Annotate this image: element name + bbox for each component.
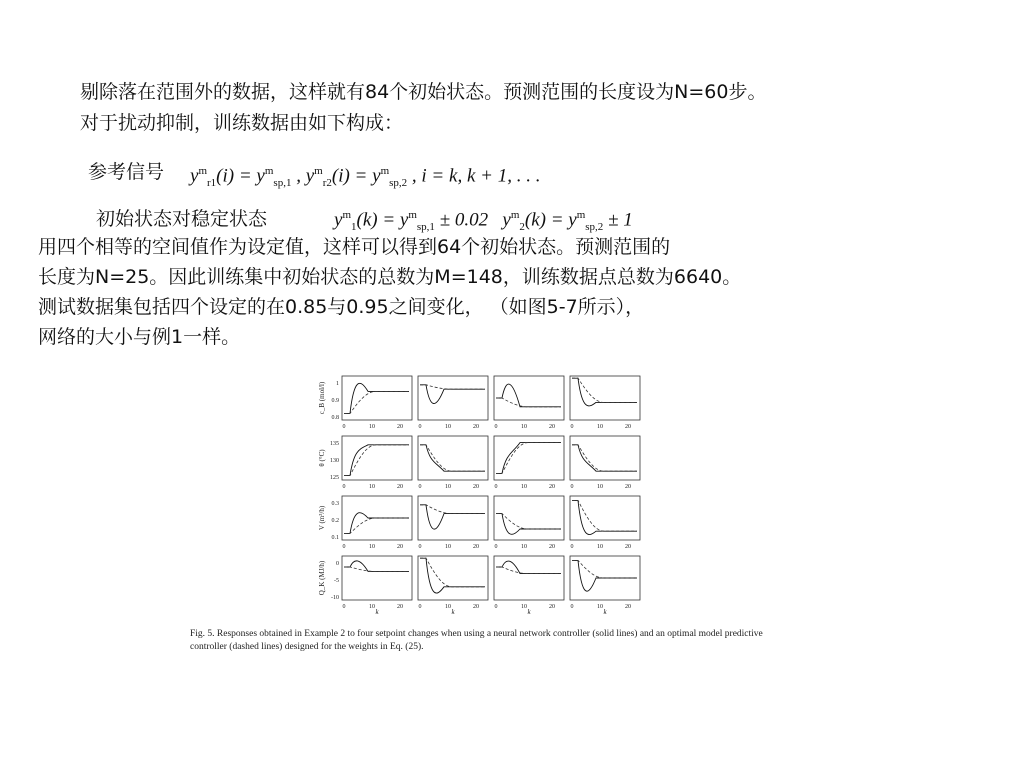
x-tick-label: 10 [521, 544, 527, 550]
x-tick-label: 10 [521, 604, 527, 610]
paragraph-2-line-1: 用四个相等的空间值作为设定值，这样可以得到64个初始状态。预测范围的 [38, 236, 671, 258]
y-tick-label: 0.8 [331, 415, 339, 421]
plot-panel [418, 376, 488, 420]
solid-curve [344, 445, 409, 476]
x-tick-label: 10 [369, 484, 375, 490]
row-label: θ (°C) [318, 449, 326, 467]
y-tick-label: 0.9 [331, 398, 339, 404]
row-label: c_B (mol/l) [318, 381, 326, 415]
dashed-curve [572, 500, 637, 531]
dashed-curve [572, 378, 637, 402]
x-tick-label: 0 [494, 604, 498, 610]
reference-signal-label: 参考信号 [88, 161, 165, 183]
plot-panel [570, 436, 640, 480]
x-tick-label: 0 [570, 484, 574, 490]
paragraph-2-line-4: 网络的大小与例1一样。 [38, 326, 241, 348]
x-tick-label: 20 [473, 544, 479, 550]
x-tick-label: 0 [342, 544, 346, 550]
x-axis-label: k [527, 608, 531, 616]
dashed-curve [496, 398, 561, 407]
x-tick-label: 0 [418, 424, 422, 430]
dashed-curve [420, 505, 485, 514]
x-tick-label: 0 [418, 544, 422, 550]
y-tick-label: 0 [336, 561, 339, 567]
x-tick-label: 20 [397, 544, 403, 550]
solid-curve [420, 445, 485, 471]
x-tick-label: 0 [494, 424, 498, 430]
x-tick-label: 0 [570, 604, 574, 610]
y-tick-label: -5 [334, 578, 339, 584]
x-tick-label: 10 [369, 604, 375, 610]
x-tick-label: 20 [549, 484, 555, 490]
paragraph-1-line-1: 剔除落在范围外的数据，这样就有84个初始状态。预测范围的长度设为N=60步。 [80, 81, 767, 103]
dashed-curve [572, 560, 637, 578]
figure-caption-line-2: controller (dashed lines) designed for the weights in Eq. (25). [190, 642, 424, 652]
x-axis-label: k [603, 608, 607, 616]
paragraph-2-line-3: 测试数据集包括四个设定的在0.85与0.95之间变化， （如图5-7所示）， [38, 296, 645, 318]
solid-curve [572, 378, 637, 406]
dashed-curve [420, 385, 485, 389]
x-tick-label: 20 [549, 544, 555, 550]
x-tick-label: 20 [397, 424, 403, 430]
x-tick-label: 10 [597, 544, 603, 550]
solid-curve [344, 561, 409, 572]
paragraph-1-line-2: 对于扰动抑制，训练数据由如下构成： [80, 112, 404, 134]
x-tick-label: 10 [445, 484, 451, 490]
plot-panel [494, 376, 564, 420]
x-tick-label: 20 [473, 604, 479, 610]
y-tick-label: 130 [330, 458, 339, 464]
dashed-curve [420, 445, 485, 471]
figure-caption [190, 628, 790, 654]
x-tick-label: 20 [625, 544, 631, 550]
row-label: Q_K (MJ/h) [318, 560, 326, 596]
solid-curve [420, 385, 485, 404]
x-tick-label: 20 [625, 484, 631, 490]
x-tick-label: 20 [397, 604, 403, 610]
x-tick-label: 10 [369, 544, 375, 550]
plot-panel [418, 436, 488, 480]
solid-curve [572, 445, 637, 471]
x-tick-label: 0 [570, 544, 574, 550]
dashed-curve [496, 567, 561, 574]
x-tick-label: 10 [445, 604, 451, 610]
dashed-curve [344, 391, 409, 413]
y-tick-label: 125 [330, 475, 339, 481]
initial-state-label: 初始状态对稳定状态 [96, 208, 268, 230]
y-tick-label: 0.3 [331, 501, 339, 507]
y-tick-label: 1 [336, 381, 339, 387]
solid-curve [496, 384, 561, 407]
response-figure-grid [310, 372, 646, 618]
initial-state-formula: $y^m_1(k) = y^m_{sp,1} \pm 0.02$ $y^m_2(k) = y^m_{sp,2} \pm 1$ [334, 209, 633, 234]
dashed-curve [344, 518, 409, 533]
x-tick-label: 20 [625, 604, 631, 610]
x-tick-label: 20 [549, 424, 555, 430]
x-tick-label: 20 [397, 484, 403, 490]
reference-signal-formula: $y^m_{r1}(i) = y^m_{sp,1}$ , $y^m_{r2}(i) = y^m_{sp,2}$ , i = k, k + 1, . . . [190, 165, 541, 190]
x-axis-label: k [375, 608, 379, 616]
row-label: V (m³/h) [318, 505, 326, 531]
x-tick-label: 0 [342, 424, 346, 430]
x-tick-label: 20 [549, 604, 555, 610]
solid-curve [496, 561, 561, 574]
plot-panel [342, 436, 412, 480]
y-tick-label: 0.2 [331, 518, 339, 524]
dashed-curve [496, 514, 561, 529]
y-tick-label: 135 [330, 441, 339, 447]
dashed-curve [344, 567, 409, 571]
x-tick-label: 10 [445, 544, 451, 550]
x-tick-label: 10 [597, 484, 603, 490]
x-tick-label: 0 [342, 604, 346, 610]
x-tick-label: 20 [473, 484, 479, 490]
x-tick-label: 0 [418, 484, 422, 490]
solid-curve [420, 558, 485, 593]
x-tick-label: 20 [473, 424, 479, 430]
x-tick-label: 0 [494, 484, 498, 490]
response-figure [310, 372, 646, 618]
x-axis-label: k [451, 608, 455, 616]
x-tick-label: 0 [494, 544, 498, 550]
x-tick-label: 10 [369, 424, 375, 430]
x-tick-label: 10 [597, 604, 603, 610]
dashed-curve [496, 443, 561, 474]
x-tick-label: 20 [625, 424, 631, 430]
solid-curve [420, 505, 485, 529]
x-tick-label: 0 [342, 484, 346, 490]
x-tick-label: 10 [445, 424, 451, 430]
dashed-curve [572, 445, 637, 471]
x-tick-label: 10 [597, 424, 603, 430]
solid-curve [572, 500, 637, 534]
x-tick-label: 10 [521, 424, 527, 430]
plot-panel [494, 496, 564, 540]
x-tick-label: 10 [521, 484, 527, 490]
figure-caption-line-1: Fig. 5. Responses obtained in Example 2 to four setpoint changes when using a neural network controller (solid lines) and an optimal model predictive [190, 629, 763, 639]
solid-curve [496, 443, 561, 474]
x-tick-label: 0 [570, 424, 574, 430]
y-tick-label: -10 [331, 595, 339, 601]
paragraph-2-line-2: 长度为N=25。因此训练集中初始状态的总数为M=148，训练数据点总数为6640。 [38, 266, 742, 288]
x-tick-label: 0 [418, 604, 422, 610]
y-tick-label: 0.1 [331, 535, 339, 541]
